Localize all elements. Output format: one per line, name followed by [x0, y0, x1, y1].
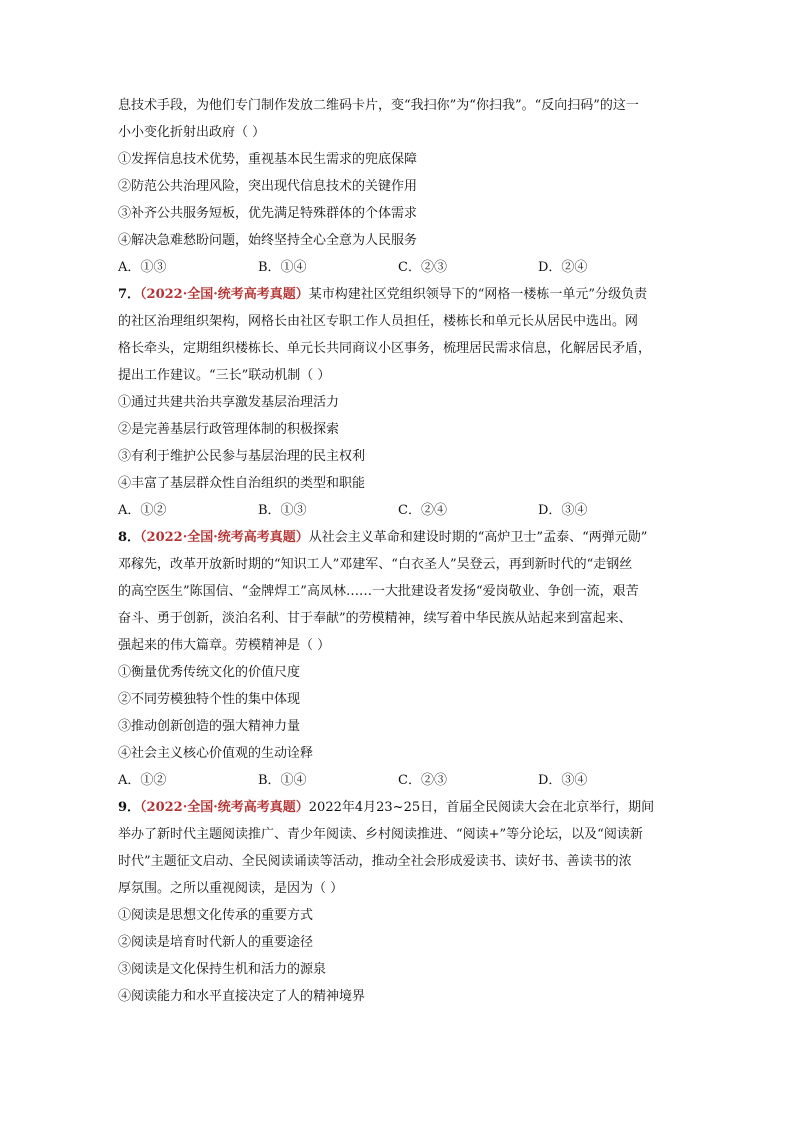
- question-8-stem-line: 强起来的伟大篇章。劳模精神是（ ）: [118, 638, 331, 653]
- option-d: D．③④: [538, 503, 588, 518]
- question-8-options: [118, 767, 678, 794]
- option-b: B．①③: [258, 503, 307, 518]
- question-number: 8．: [118, 530, 141, 545]
- question-8-stem-start: 从社会主义革命和建设时期的“高炉卫士”孟泰、“两弹元勋”: [308, 530, 648, 545]
- question-8-statement: ③推动创新创造的强大精神力量: [118, 719, 301, 734]
- document-page: [118, 92, 678, 1010]
- question-6-statement: ②防范公共治理风险，突出现代信息技术的关键作用: [118, 179, 418, 194]
- question-6-statement: ①发挥信息技术优势，重视基本民生需求的兜底保障: [118, 152, 418, 167]
- option-b: B．①④: [258, 773, 307, 788]
- question-9-stem-start: 2022年4月23~25日，首届全民阅读大会在北京举行，期间: [308, 800, 655, 815]
- question-8: [118, 524, 678, 794]
- question-8-stem-line: 奋斗、勇于创新，淡泊名利、甘于奉献”的劳模精神，续写着中华民族从站起来到富起来、: [118, 611, 632, 626]
- question-source-tag: （2022·全国·统考高考真题）: [140, 800, 309, 815]
- option-a: A．①③: [118, 260, 167, 275]
- question-9-stem-line: 举办了新时代主题阅读推广、青少年阅读、乡村阅读推进、“阅读+”等分论坛，以及“阅读新: [118, 827, 643, 842]
- question-6-stem-line: 小小变化折射出政府（ ）: [118, 125, 266, 140]
- option-d: D．②④: [538, 260, 588, 275]
- question-8-statement: ①衡量优秀传统文化的价值尺度: [118, 665, 301, 680]
- question-7-statement: ①通过共建共治共享激发基层治理活力: [118, 395, 340, 410]
- question-number: 7．: [118, 287, 141, 302]
- option-c: C．②③: [398, 260, 447, 275]
- question-7-stem-line: 格长牵头，定期组织楼栋长、单元长共同商议小区事务，梳理居民需求信息，化解居民矛盾，: [118, 341, 652, 356]
- question-9-statement: ③阅读是文化保持生机和活力的源泉: [118, 962, 327, 977]
- question-7-stem-start: 某市构建社区党组织领导下的“网格一楼栋一单元”分级负责: [308, 287, 648, 302]
- question-source-tag: （2022·全国·统考高考真题）: [140, 287, 309, 302]
- question-8-first-line: [118, 524, 678, 551]
- question-8-stem-line: 邓稼先，改革开放新时期的“知识工人”邓建军、“白衣圣人”吴登云，再到新时代的“走钢丝: [118, 557, 633, 572]
- option-a: A．①②: [118, 773, 167, 788]
- option-d: D．③④: [538, 773, 588, 788]
- option-c: C．②③: [398, 773, 447, 788]
- question-9-stem-line: 时代”主题征文启动、全民阅读诵读等活动，推动全社会形成爱读书、读好书、善读书的浓: [118, 854, 632, 869]
- question-7-first-line: [118, 281, 678, 308]
- question-9-stem-line: 厚氛围。之所以重视阅读，是因为（ ）: [118, 881, 344, 896]
- question-8-statement: ②不同劳模独特个性的集中体现: [118, 692, 301, 707]
- question-7: [118, 281, 678, 524]
- question-6-statement: ③补齐公共服务短板，优先满足特殊群体的个体需求: [118, 206, 418, 221]
- option-c: C．②④: [398, 503, 447, 518]
- option-b: B．①④: [258, 260, 307, 275]
- question-6-options: [118, 254, 678, 281]
- option-a: A．①②: [118, 503, 167, 518]
- question-9-first-line: [118, 794, 678, 821]
- question-number: 9．: [118, 800, 141, 815]
- question-9-statement: ①阅读是思想文化传承的重要方式: [118, 908, 314, 923]
- question-7-options: [118, 497, 678, 524]
- question-source-tag: （2022·全国·统考高考真题）: [140, 530, 309, 545]
- question-9-statement: ②阅读是培育时代新人的重要途径: [118, 935, 314, 950]
- question-9: [118, 794, 678, 1010]
- question-7-statement: ③有利于维护公民参与基层治理的民主权利: [118, 449, 366, 464]
- question-6-statement: ④解决急难愁盼问题，始终坚持全心全意为人民服务: [118, 233, 418, 248]
- question-8-stem-line: 的高空医生”陈国信、“金牌焊工”高凤林……一大批建设者发扬“爱岗敬业、争创一流，艰苦: [118, 584, 639, 599]
- question-7-stem-line: 提出工作建议。“三长”联动机制（ ）: [118, 368, 331, 383]
- question-8-statement: ④社会主义核心价值观的生动诠释: [118, 746, 314, 761]
- question-9-statement: ④阅读能力和水平直接决定了人的精神境界: [118, 989, 366, 1004]
- question-7-statement: ④丰富了基层群众性自治组织的类型和职能: [118, 476, 366, 491]
- question-6-stem-line: 息技术手段，为他们专门制作发放二维码卡片，变“我扫你”为“你扫我”。“反向扫码”的这一: [118, 98, 639, 113]
- question-6: [118, 92, 678, 281]
- question-7-stem-line: 的社区治理组织架构，网格长由社区专职工作人员担任，楼栋长和单元长从居民中选出。网: [118, 314, 639, 329]
- question-7-statement: ②是完善基层行政管理体制的积极探索: [118, 422, 340, 437]
